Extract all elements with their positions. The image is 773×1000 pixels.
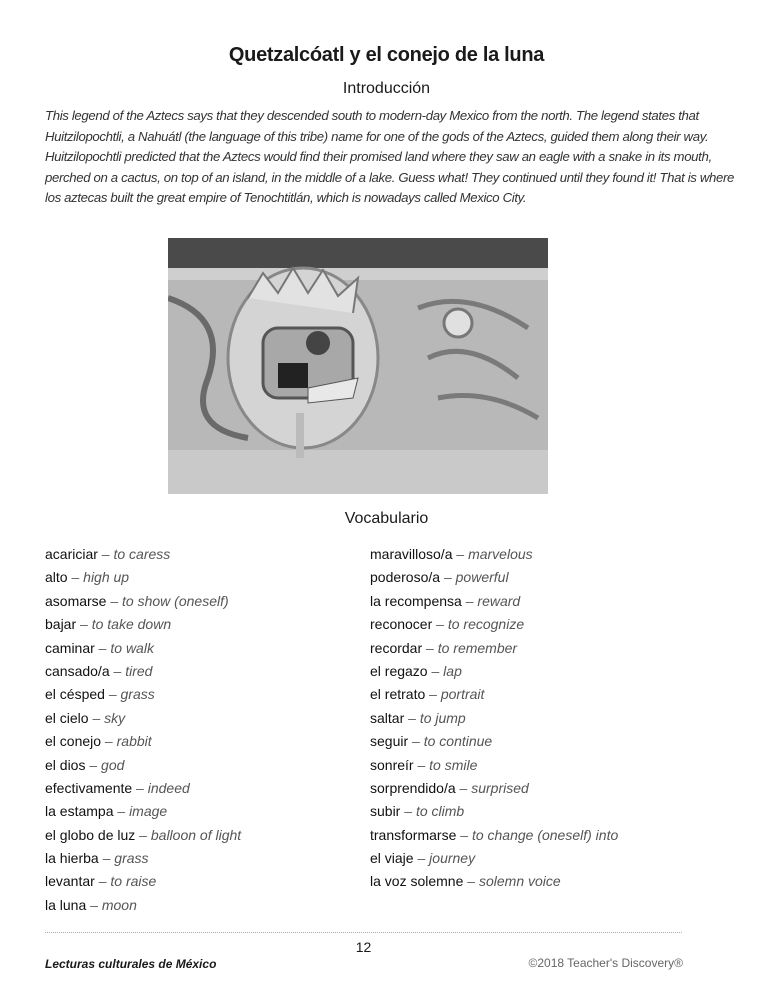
vocab-english: to remember — [437, 639, 518, 656]
vocab-item — [45, 871, 241, 894]
vocab-spanish: el retrato — [370, 686, 426, 703]
vocab-english: to smile — [429, 756, 478, 773]
vocab-item — [45, 544, 241, 567]
vocab-spanish: reconocer — [370, 616, 433, 633]
vocab-english: to climb — [415, 803, 465, 820]
vocab-item — [45, 825, 241, 848]
vocab-item — [45, 731, 241, 754]
vocab-spanish: el césped — [45, 686, 105, 703]
vocab-spanish: maravilloso/a — [370, 546, 453, 562]
vocab-spanish: la estampa — [45, 803, 114, 820]
vocab-heading: Vocabulario — [344, 510, 429, 527]
quetzalcoatl-sculpture-photo — [168, 238, 548, 494]
vocab-spanish: seguir — [370, 733, 409, 750]
vocab-spanish: alto — [45, 569, 68, 586]
vocab-english: solemn voice — [478, 873, 561, 890]
vocab-separator: – — [88, 709, 105, 726]
vocab-english: tired — [125, 662, 153, 679]
vocab-english: sky — [104, 709, 126, 726]
vocab-english: to change (oneself) into — [471, 826, 619, 843]
vocab-english: to walk — [110, 639, 154, 656]
vocab-item — [45, 848, 241, 871]
vocab-spanish: el regazo — [370, 662, 428, 679]
vocab-spanish: recordar — [370, 639, 423, 656]
vocab-english: indeed — [147, 779, 190, 796]
vocab-separator: – — [461, 592, 478, 609]
vocab-item — [45, 684, 241, 707]
vocab-separator: – — [422, 639, 438, 656]
vocab-separator: – — [456, 826, 472, 843]
vocab-english: marvelous — [468, 546, 533, 562]
vocab-separator: – — [132, 779, 148, 796]
vocab-item — [370, 684, 618, 707]
vocab-spanish: asomarse — [45, 592, 107, 609]
vocab-spanish: poderoso/a — [370, 569, 441, 586]
vocab-separator: – — [400, 803, 416, 820]
vocab-spanish: sonreír — [370, 756, 414, 773]
footer-divider — [45, 932, 682, 933]
vocab-english: to caress — [113, 546, 171, 562]
vocab-separator: – — [94, 873, 111, 890]
vocab-separator: – — [67, 569, 84, 586]
vocab-item — [45, 755, 241, 778]
footer-book-title: Lecturas culturales de México — [45, 957, 217, 971]
vocab-separator: – — [104, 686, 121, 703]
vocab-english: to show (oneself) — [122, 592, 229, 609]
vocab-separator: – — [427, 662, 444, 679]
vocab-separator: – — [76, 616, 92, 633]
vocab-item — [45, 638, 241, 661]
vocab-english: moon — [101, 896, 137, 913]
vocab-separator: – — [85, 756, 102, 773]
vocab-english: to continue — [423, 733, 493, 750]
intro-heading: Introducción — [342, 80, 431, 97]
vocab-spanish: saltar — [370, 709, 405, 726]
vocab-english: high up — [83, 569, 130, 586]
vocab-separator: – — [135, 826, 151, 843]
vocab-separator: – — [109, 662, 126, 679]
vocab-item — [370, 778, 618, 801]
vocab-item — [370, 708, 618, 731]
vocab-separator: – — [404, 709, 420, 726]
vocab-english: grass — [120, 686, 155, 703]
vocab-english: surprised — [471, 779, 529, 796]
vocab-item — [370, 871, 618, 894]
vocab-english: grass — [114, 850, 149, 867]
vocab-spanish: levantar — [45, 873, 95, 890]
intro-paragraph: This legend of the Aztecs says that they descended south to modern-day Mexico from the north. The legend states that Huitzilopochtli, a Nahuátl (the language of this tribe) name for one of the gods of the Aztecs, guided them along their way. Huitzilopochtli predicted that the Aztecs would find their promised land where they saw an eagle with a snake in its mouth, perched on a cactus, on top of an island, in the middle of a lake. Guess what! They continued until they found it! That is where los aztecas built the great empire of Tenochtitlán, which is nowadays called Mexico City. — [45, 108, 735, 206]
vocab-separator: – — [106, 592, 123, 609]
vocab-spanish: el globo de luz — [45, 826, 136, 843]
vocab-separator: – — [452, 546, 469, 562]
vocab-separator: – — [432, 616, 448, 633]
vocab-english: to recognize — [447, 616, 525, 633]
vocab-item — [370, 661, 618, 684]
vocab-spanish: bajar — [45, 616, 77, 633]
vocab-spanish: cansado/a — [45, 662, 110, 679]
vocab-english: rabbit — [116, 733, 152, 750]
vocab-spanish: el viaje — [370, 850, 414, 867]
vocab-spanish: efectivamente — [45, 779, 133, 796]
vocab-item — [370, 638, 618, 661]
vocab-separator: – — [413, 850, 430, 867]
vocab-spanish: caminar — [45, 639, 95, 656]
vocab-spanish: el conejo — [45, 733, 102, 750]
vocab-english: powerful — [455, 569, 509, 586]
vocab-english: image — [129, 803, 168, 820]
vocab-separator: – — [97, 546, 114, 562]
vocab-separator: – — [113, 803, 130, 820]
vocab-item — [370, 825, 618, 848]
vocab-english: reward — [477, 592, 521, 609]
footer-copyright: ©2018 Teacher's Discovery® — [528, 956, 683, 970]
vocab-list-right — [370, 544, 618, 895]
vocab-spanish: transformarse — [370, 826, 457, 843]
vocab-separator: – — [94, 639, 111, 656]
vocab-item — [370, 544, 618, 567]
vocab-spanish: sorprendido/a — [370, 779, 456, 796]
vocab-separator: – — [463, 873, 479, 890]
vocab-spanish: la hierba — [45, 850, 99, 867]
vocab-english: to take down — [91, 616, 172, 633]
vocab-separator: – — [86, 896, 102, 913]
vocab-item — [370, 614, 618, 637]
vocab-item — [45, 591, 241, 614]
page-title: Quetzalcóatl y el conejo de la luna — [228, 44, 545, 66]
vocab-item — [370, 567, 618, 590]
vocab-separator: – — [425, 686, 441, 703]
vocab-item — [45, 567, 241, 590]
vocab-spanish: subir — [370, 803, 401, 820]
vocab-item — [45, 614, 241, 637]
vocab-english: to jump — [419, 709, 466, 726]
vocab-english: balloon of light — [150, 826, 242, 843]
vocab-english: to raise — [110, 873, 157, 890]
vocab-english: god — [101, 756, 125, 773]
vocab-separator: – — [98, 850, 115, 867]
vocab-spanish: el dios — [45, 756, 86, 773]
vocab-spanish: el cielo — [45, 709, 89, 726]
vocab-spanish: la luna — [45, 896, 87, 913]
vocab-item — [45, 778, 241, 801]
vocab-english: lap — [443, 662, 462, 679]
vocab-item — [45, 661, 241, 684]
vocab-spanish: la voz solemne — [370, 873, 464, 890]
vocab-item — [370, 801, 618, 824]
vocab-separator: – — [455, 779, 472, 796]
vocab-list-left — [45, 544, 241, 918]
vocab-spanish: acariciar — [45, 546, 98, 562]
vocab-separator: – — [413, 756, 430, 773]
vocab-item — [45, 895, 241, 918]
vocab-spanish: la recompensa — [370, 592, 462, 609]
vocab-separator: – — [408, 733, 424, 750]
page-number: 12 — [355, 939, 372, 955]
vocab-item — [45, 801, 241, 824]
vocab-item — [370, 755, 618, 778]
vocab-english: portrait — [440, 686, 485, 703]
vocab-item — [370, 848, 618, 871]
vocab-item — [45, 708, 241, 731]
vocab-separator: – — [101, 733, 117, 750]
vocab-item — [370, 731, 618, 754]
vocab-english: journey — [429, 850, 476, 867]
vocab-item — [370, 591, 618, 614]
vocab-separator: – — [440, 569, 456, 586]
